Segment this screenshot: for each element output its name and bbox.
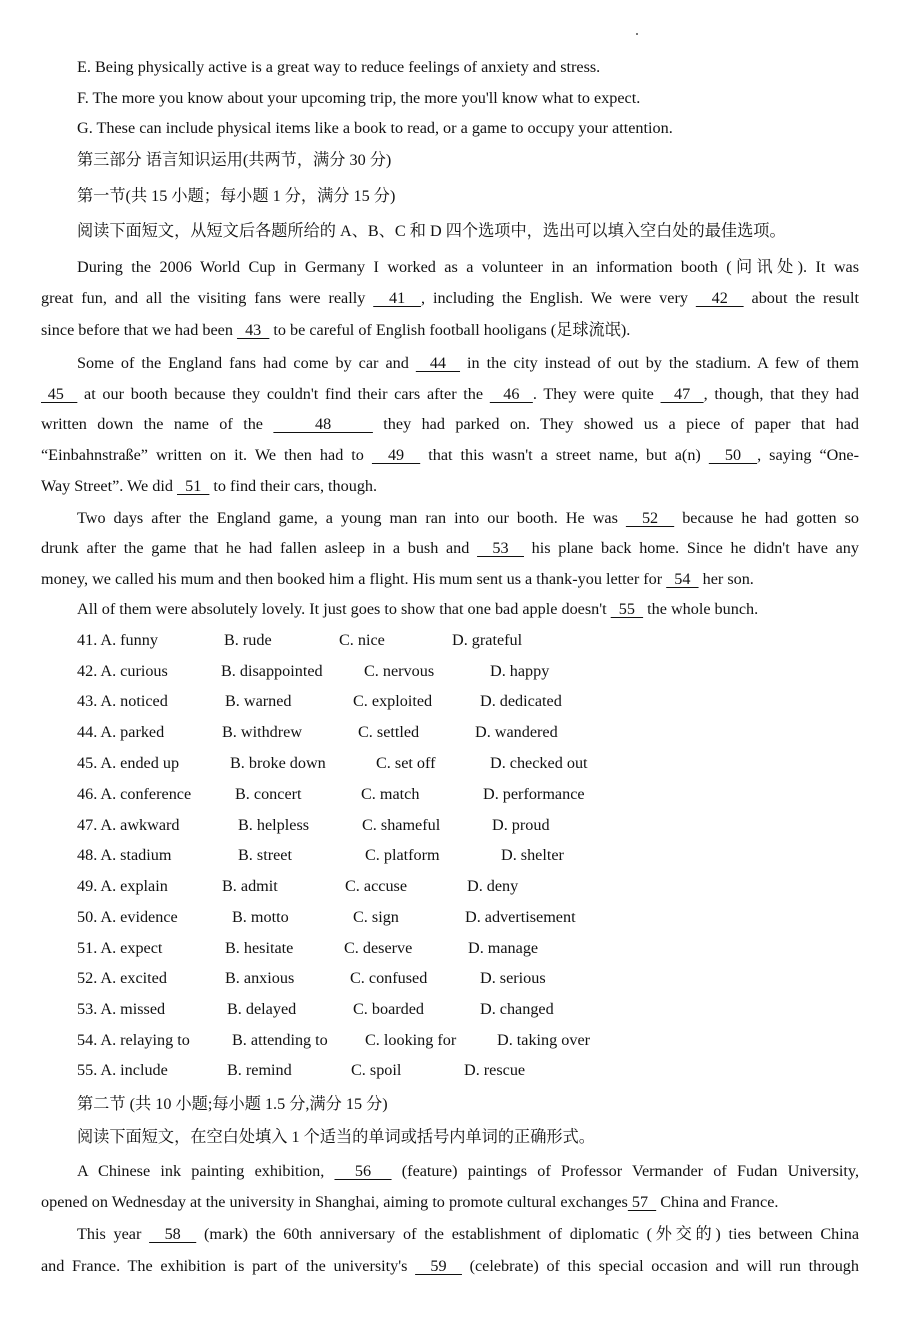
answer-blank: 46 [489,385,533,403]
question-option-a: 43. A. noticed [77,692,168,710]
cloze-line [41,320,630,340]
question-option-a: 53. A. missed [77,1000,166,1018]
grammar-line [77,1161,859,1183]
passage-text: (celebrate) of this special occasion and will run through [461,1257,859,1275]
passage-text: . They were quite [532,385,661,403]
question-option-c: C. nervous [364,662,435,680]
passage-text: at our booth because they couldn't find their cars after the [77,385,490,403]
question-option-c: C. deserve [344,939,413,957]
passage-text: , saying “One- [757,446,859,464]
question-option-a: 51. A. expect [77,939,163,957]
question-option-b: B. anxious [225,969,295,987]
choice-e: E. Being physically active is a great way to reduce feelings of anxiety and stress. [77,58,601,76]
answer-blank: 57 [627,1193,657,1211]
question-option-b: B. hesitate [225,939,294,957]
question-option-c: C. boarded [353,1000,425,1018]
passage-text: to find their cars, though. [209,477,378,495]
answer-blank: 52 [625,509,675,527]
passage-text: , though, that they had [703,385,859,403]
answer-blank: 59 [415,1257,462,1275]
question-option-c: C. nice [339,631,385,649]
passage-text: since before that we had been [41,321,237,339]
answer-blank: 51 [177,477,210,495]
question-option-b: B. remind [227,1061,292,1079]
question-option-c: C. platform [365,846,440,864]
question-option-c: C. sign [353,908,399,926]
choice-g: G. These can include physical items like a book to read, or a game to occupy your attention. [77,119,673,137]
cloze-line [41,538,859,560]
passage-text: Some of the England fans had come by car and [77,354,416,372]
answer-blank: 49 [371,446,421,464]
question-option-b: B. concert [235,785,302,803]
question-option-d: D. checked out [490,754,588,772]
passage-text: in the city instead of out by the stadium. A few of them [460,354,859,372]
answer-blank: 53 [477,539,524,557]
question-option-c: C. spoil [351,1061,402,1079]
grammar-line [77,1224,859,1246]
passage-text: that this wasn't a street name, but a(n) [420,446,709,464]
question-option-c: C. settled [358,723,420,741]
answer-blank: 58 [149,1225,197,1243]
section2-instruction: 阅读下面短文，在空白处填入 1 个适当的单词或括号内单词的正确形式。 [77,1128,595,1146]
question-option-b: B. helpless [238,816,310,834]
passage-text: about the result [743,289,859,307]
question-option-a: 42. A. curious [77,662,168,680]
cloze-line [77,599,758,619]
answer-blank: 50 [708,446,758,464]
passage-text: China and France. [656,1193,779,1211]
part3-heading: 第三部分 语言知识运用(共两节，满分 30 分) [77,151,392,169]
passage-text: All of them were absolutely lovely. It just goes to show that one bad apple doesn't [77,600,611,618]
passage-text: they had parked on. They showed us a piece of paper that had [372,415,859,433]
question-option-d: D. manage [468,939,539,957]
cloze-line [41,414,859,436]
passage-text: written down the name of the [41,415,274,433]
passage-text: , including the English. We were very [421,289,696,307]
question-option-c: C. shameful [362,816,441,834]
question-option-a: 44. A. parked [77,723,165,741]
answer-blank: 48 [273,415,373,433]
question-option-b: B. street [238,846,292,864]
answer-blank: 43 [236,321,270,339]
answer-blank: 55 [610,600,644,618]
question-option-d: D. rescue [464,1061,526,1079]
question-option-d: D. dedicated [480,692,562,710]
passage-text: A Chinese ink painting exhibition, [77,1162,335,1180]
question-option-b: B. admit [222,877,278,895]
passage-text: “Einbahnstraße” written on it. We then had to [41,446,372,464]
question-option-a: 46. A. conference [77,785,192,803]
question-option-d: D. serious [480,969,546,987]
passage-text: During the 2006 World Cup in Germany I worked as a volunteer in an information booth (问讯处). It was [77,258,859,276]
question-option-b: B. disappointed [221,662,323,680]
answer-blank: 56 [334,1162,392,1180]
answer-blank: 47 [660,385,704,403]
question-option-b: B. rude [224,631,272,649]
passage-text: Two days after the England game, a young man ran into our booth. He was [77,509,626,527]
question-option-c: C. looking for [365,1031,457,1049]
question-option-a: 48. A. stadium [77,846,172,864]
question-option-b: B. motto [232,908,289,926]
question-option-b: B. delayed [227,1000,297,1018]
question-option-d: D. proud [492,816,550,834]
question-option-a: 49. A. explain [77,877,168,895]
question-option-c: C. exploited [353,692,433,710]
passage-text: the whole bunch. [643,600,759,618]
question-option-a: 41. A. funny [77,631,158,649]
question-option-a: 55. A. include [77,1061,168,1079]
choice-f: F. The more you know about your upcoming trip, the more you'll know what to expect. [77,89,641,107]
passage-text: great fun, and all the visiting fans were really [41,289,374,307]
question-option-d: D. performance [483,785,585,803]
scan-speck [636,33,638,35]
cloze-line [41,445,859,467]
answer-blank: 42 [695,289,744,307]
cloze-line [41,476,377,496]
cloze-line [77,257,859,279]
question-option-d: D. taking over [497,1031,591,1049]
question-option-c: C. set off [376,754,436,772]
question-option-a: 52. A. excited [77,969,167,987]
passage-text: This year [77,1225,150,1243]
question-option-a: 54. A. relaying to [77,1031,190,1049]
question-option-d: D. happy [490,662,550,680]
cloze-line [77,508,859,530]
cloze-line [41,288,859,310]
passage-text: Way Street”. We did [41,477,177,495]
answer-blank: 45 [41,385,78,403]
question-option-a: 45. A. ended up [77,754,180,772]
passage-text: and France. The exhibition is part of the university's [41,1257,416,1275]
answer-blank: 54 [666,570,699,588]
question-option-d: D. grateful [452,631,523,649]
question-option-c: C. confused [350,969,428,987]
question-option-c: C. match [361,785,420,803]
question-option-d: D. deny [467,877,519,895]
cloze-line [77,353,859,375]
passage-text: (feature) paintings of Professor Vermander of Fudan University, [391,1162,859,1180]
question-option-d: D. advertisement [465,908,576,926]
passage-text: her son. [698,570,754,588]
question-option-a: 47. A. awkward [77,816,180,834]
cloze-line [41,569,754,589]
question-option-b: B. warned [225,692,292,710]
question-option-b: B. withdrew [222,723,303,741]
passage-text: his plane back home. Since he didn't have any [523,539,859,557]
cloze-line [41,384,859,406]
grammar-line [41,1192,778,1212]
section1-heading: 第一节(共 15 小题；每小题 1 分，满分 15 分) [77,187,396,205]
question-option-d: D. wandered [475,723,558,741]
question-option-b: B. attending to [232,1031,328,1049]
passage-text: (mark) the 60th anniversary of the establishment of diplomatic (外交的) ties between China [196,1225,859,1243]
passage-text: opened on Wednesday at the university in Shanghai, aiming to promote cultural exchanges [41,1193,628,1211]
grammar-line [41,1256,859,1278]
passage-text: money, we called his mum and then booked him a flight. His mum sent us a thank-you letter for [41,570,667,588]
section2-heading: 第二节 (共 10 小题;每小题 1.5 分,满分 15 分) [77,1095,388,1113]
question-option-c: C. accuse [345,877,408,895]
passage-text: drunk after the game that he had fallen asleep in a bush and [41,539,478,557]
passage-text: to be careful of English football hooligans (足球流氓). [269,321,631,339]
passage-text: because he had gotten so [674,509,859,527]
question-option-d: D. changed [480,1000,554,1018]
question-option-b: B. broke down [230,754,326,772]
question-option-a: 50. A. evidence [77,908,178,926]
section1-instruction: 阅读下面短文，从短文后各题所给的 A、B、C 和 D 四个选项中，选出可以填入空白处的最佳选项。 [77,222,786,240]
answer-blank: 44 [415,354,461,372]
question-option-d: D. shelter [501,846,564,864]
answer-blank: 41 [373,289,421,307]
